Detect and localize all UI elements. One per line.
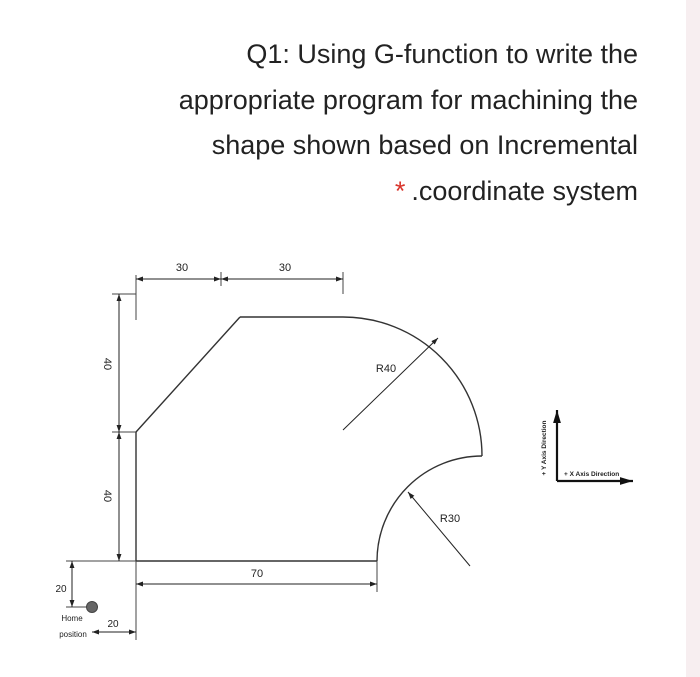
required-star: * (394, 175, 406, 206)
dimension-lines (72, 279, 470, 632)
home-position-marker (87, 602, 98, 613)
dim-label-left-upper: 40 (101, 357, 113, 371)
radius-label-small: R30 (439, 513, 461, 525)
outline-convex-arc-r40 (343, 317, 482, 456)
x-axis-label: + X Axis Direction (564, 471, 620, 478)
home-label-line1: Home (61, 614, 83, 623)
extension-lines (66, 272, 377, 640)
home-label-line2: position (59, 630, 87, 639)
dim-label-left-lower: 40 (101, 489, 113, 503)
dim-label-top-right: 30 (278, 262, 292, 274)
radius-label-large: R40 (375, 363, 397, 375)
dim-label-home-horizontal: 20 (107, 619, 119, 630)
radius-arrow-r40 (343, 338, 438, 430)
outline-chamfer (136, 317, 240, 432)
axis-direction-indicator (541, 410, 633, 481)
radius-arrow-r30 (408, 492, 470, 566)
outline-concave-arc-r30 (377, 456, 482, 561)
y-axis-label: + Y Axis Direction (541, 420, 548, 476)
dim-label-bottom: 70 (250, 568, 264, 580)
question-line-1: Q1: Using G-function to write the (246, 39, 638, 69)
dim-label-home-vertical: 20 (55, 584, 67, 595)
question-line-2: appropriate program for machining the (178, 84, 638, 115)
question-line-3: shape shown based on Incremental (211, 130, 638, 160)
dim-label-top-left: 30 (175, 262, 189, 274)
question-line-4-text: .coordinate system (411, 175, 638, 206)
part-outline (136, 317, 482, 561)
